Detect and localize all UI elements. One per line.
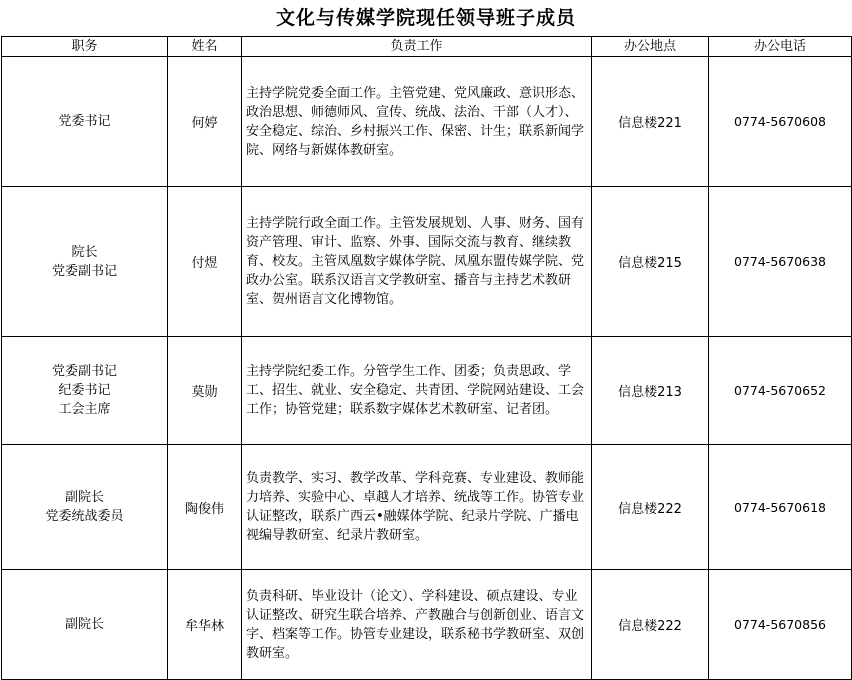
phone-cell[interactable]: 0774-5670652 xyxy=(709,337,852,445)
name-cell[interactable]: 牟华林 xyxy=(168,570,242,680)
column-header-duties[interactable]: 负责工作 xyxy=(242,37,592,57)
table-row xyxy=(2,445,852,570)
position-line: 副院长 xyxy=(64,617,104,632)
table-row xyxy=(2,570,852,680)
page-title: 文化与传媒学院现任领导班子成员 xyxy=(275,7,576,29)
office-cell[interactable]: 信息楼215 xyxy=(592,187,709,337)
table-row xyxy=(2,187,852,337)
position-cell[interactable] xyxy=(2,187,168,337)
table-row xyxy=(2,337,852,445)
header-row xyxy=(2,37,852,57)
duties-cell[interactable]: 负责科研、毕业设计（论文）、学科建设、硕点建设、专业认证整改、研究生联合培养、产教融合与创新创业、语言文字、档案等工作。协管专业建设，联系秘书学教研室、双创教研室。 xyxy=(242,570,592,680)
phone-cell[interactable]: 0774-5670638 xyxy=(709,187,852,337)
phone-cell[interactable]: 0774-5670608 xyxy=(709,57,852,187)
duties-cell[interactable]: 主持学院纪委工作。分管学生工作、团委；负责思政、学工、招生、就业、安全稳定、共青团、学院网站建设、工会工作；协管党建；联系数字媒体艺术教研室、记者团。 xyxy=(242,337,592,445)
phone-cell[interactable]: 0774-5670618 xyxy=(709,445,852,570)
duties-cell[interactable]: 主持学院行政全面工作。主管发展规划、人事、财务、国有资产管理、审计、监察、外事、国际交流与教育、继续教育、校友。主管凤凰数字媒体学院、凤凰东盟传媒学院、党政办公室。联系汉语言文学教研室、播音与主持艺术教研室、贺州语言文化博物馆。 xyxy=(242,187,592,337)
office-cell[interactable]: 信息楼222 xyxy=(592,445,709,570)
position-line: 党委副书记 xyxy=(51,364,117,379)
position-cell[interactable] xyxy=(2,57,168,187)
leadership-table xyxy=(1,36,852,680)
column-header-office[interactable]: 办公地点 xyxy=(592,37,709,57)
duties-cell[interactable]: 主持学院党委全面工作。主管党建、党风廉政、意识形态、政治思想、师德师风、宣传、统战、法治、干部（人才）、安全稳定、综治、乡村振兴工作、保密、计生；联系新闻学院、网络与新媒体教研室。 xyxy=(242,57,592,187)
position-line: 党委副书记 xyxy=(51,263,117,279)
position-cell[interactable] xyxy=(2,337,168,445)
column-header-position[interactable]: 职务 xyxy=(2,37,168,57)
duties-cell[interactable]: 负责教学、实习、教学改革、学科竞赛、专业建设、教师能力培养、实验中心、卓越人才培养、统战等工作。协管专业认证整改，联系广西云•融媒体学院、纪录片学院、广播电视编导教研室、纪录片教研室。 xyxy=(242,445,592,570)
office-cell[interactable]: 信息楼222 xyxy=(592,570,709,680)
office-cell[interactable]: 信息楼213 xyxy=(592,337,709,445)
table-row xyxy=(2,57,852,187)
position-line: 纪委书记 xyxy=(58,383,111,398)
position-cell[interactable] xyxy=(2,445,168,570)
position-line: 党委书记 xyxy=(58,114,111,129)
position-line: 工会主席 xyxy=(58,402,111,417)
position-line: 党委统战委员 xyxy=(45,509,124,524)
position-cell[interactable] xyxy=(2,570,168,680)
office-cell[interactable]: 信息楼221 xyxy=(592,57,709,187)
column-header-phone[interactable]: 办公电话 xyxy=(709,37,852,57)
position-line: 副院长 xyxy=(64,490,104,505)
name-cell[interactable]: 何婷 xyxy=(168,57,242,187)
name-cell[interactable]: 陶俊伟 xyxy=(168,445,242,570)
name-cell[interactable]: 付煜 xyxy=(168,187,242,337)
position-line: 院长 xyxy=(71,244,98,260)
phone-cell[interactable]: 0774-5670856 xyxy=(709,570,852,680)
name-cell[interactable]: 莫勋 xyxy=(168,337,242,445)
column-header-name[interactable]: 姓名 xyxy=(168,37,242,57)
